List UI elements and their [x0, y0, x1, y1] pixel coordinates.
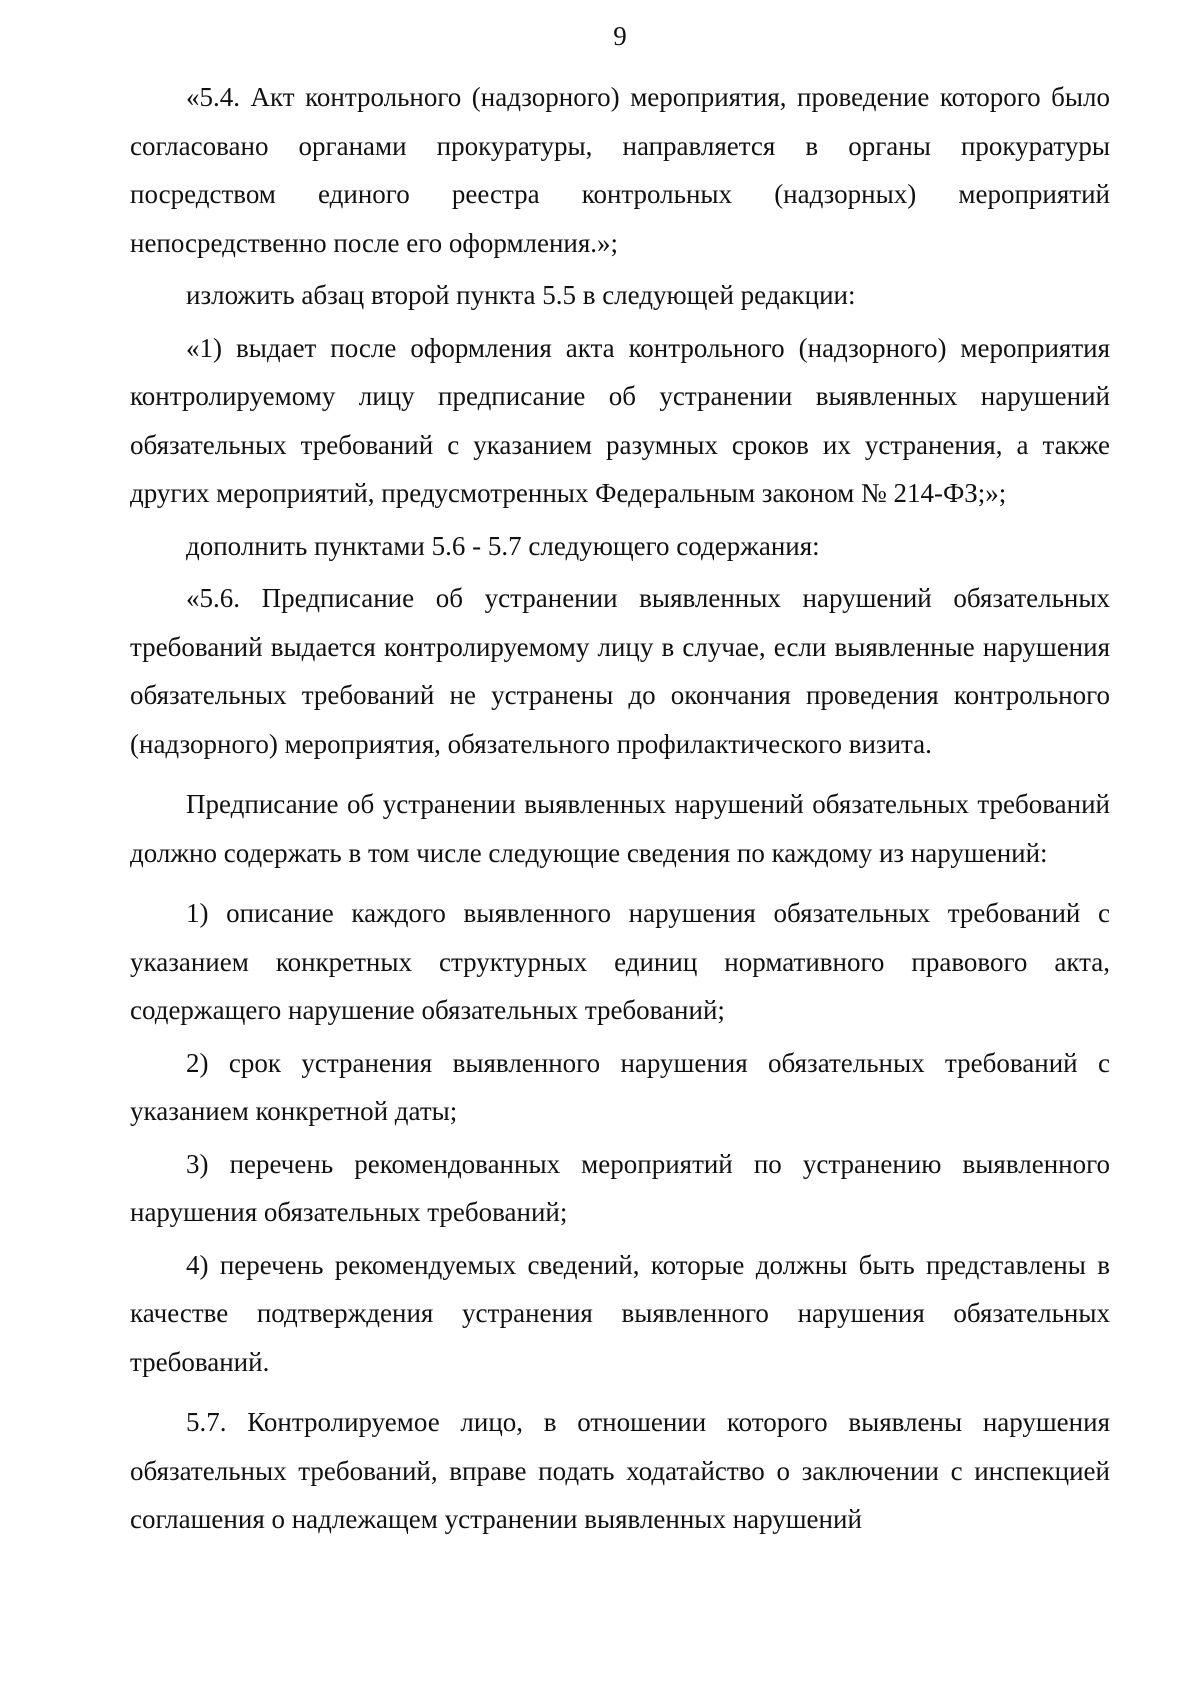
document-body	[130, 73, 1110, 1544]
paragraph-5-5-text: «1) выдает после оформления акта контрольного (надзорного) мероприятия контролируемому лицу предписание об устранении выявленных нарушений обязательных требований с указанием разумных сроков их устранения, а также других мероприятий, предусмотренных Федеральным законом № 214-ФЗ;»;	[130, 332, 1110, 508]
paragraph-prescription-content: Предписание об устранении выявленных нарушений обязательных требований должно содержать в том числе следующие сведения по каждому из нарушений:	[130, 789, 1110, 868]
list-item-3: 3) перечень рекомендованных мероприятий по устранению выявленного нарушения обязательных требований;	[130, 1148, 1110, 1227]
page-number: 9	[613, 21, 627, 51]
paragraph-5-6: «5.6. Предписание об устранении выявленных нарушений обязательных требований выдается контролируемому лицу в случае, если выявленные нарушения обязательных требований не устранены до окончания проведения контрольного (надзорного) мероприятия, обязательного профилактического визита.	[130, 583, 1110, 759]
list-item-4: 4) перечень рекомендуемых сведений, которые должны быть представлены в качестве подтверждения устранения выявленного нарушения обязательных требований.	[130, 1249, 1110, 1377]
paragraph-add-5-6-5-7: дополнить пунктами 5.6 - 5.7 следующего содержания:	[186, 530, 820, 561]
paragraph-5-4: «5.4. Акт контрольного (надзорного) мероприятия, проведение которого было согласовано органами прокуратуры, направляется в органы прокуратуры посредством единого реестра контрольных (надзорных) мероприятий непосредственно после его оформления.»;	[130, 82, 1110, 258]
paragraph-amend-5-5: изложить абзац второй пункта 5.5 в следующей редакции:	[186, 280, 856, 310]
paragraph-5-7: 5.7. Контролируемое лицо, в отношении которого выявлены нарушения обязательных требований, вправе подать ходатайство о заключении с инспекцией соглашения о надлежащем устранении выявленных нарушений	[130, 1407, 1110, 1534]
list-item-1: 1) описание каждого выявленного нарушения обязательных требований с указанием конкретных структурных единиц нормативного правового акта, содержащего нарушение обязательных требований;	[130, 898, 1110, 1025]
list-item-2: 2) срок устранения выявленного нарушения обязательных требований с указанием конкретной даты;	[130, 1047, 1110, 1126]
